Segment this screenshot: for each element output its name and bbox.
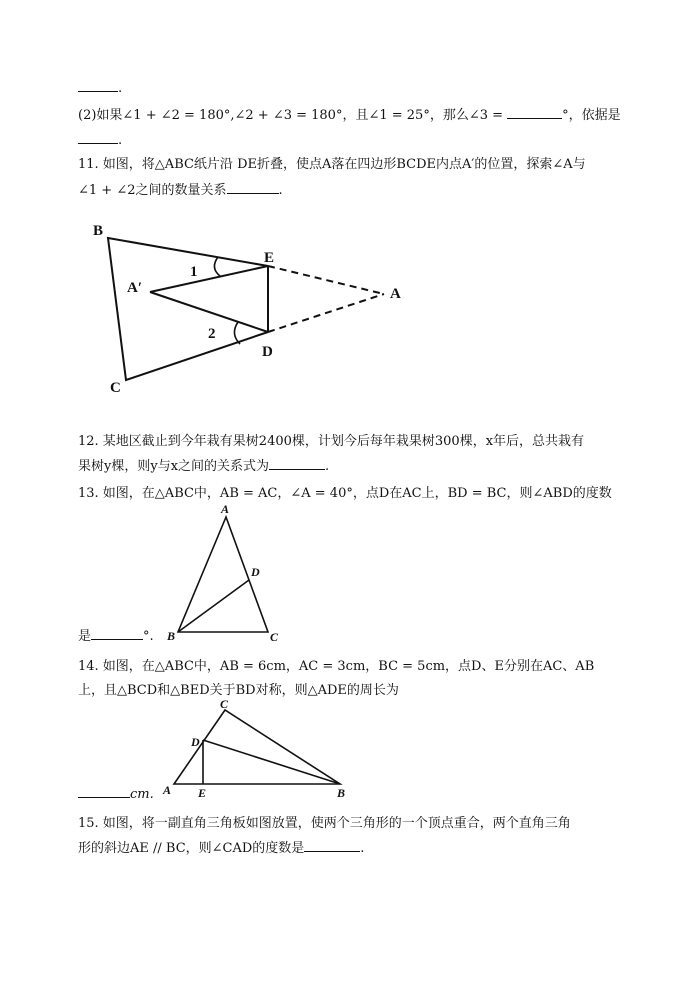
q15-line2: 形的斜边AE // BC，则∠CAD的度数是 . [78, 838, 364, 859]
q14-label-e: E [198, 786, 207, 800]
q12-line1: 12. 某地区截止到今年栽有果树2400棵，计划今后每年栽果树300棵，x年后，总共栽有 [78, 434, 585, 449]
q13-line1: 13. 如图，在△ABC中，AB = AC，∠A = 40°，点D在AC上，BD = BC，则∠ABD的度数 [78, 486, 612, 501]
q11-label-d: D [262, 344, 273, 360]
q14-label-b: B [337, 786, 346, 800]
q11-label-angle2: 2 [208, 326, 216, 342]
q11-triangle-sides [108, 238, 268, 380]
q11-dashed-ea [268, 266, 384, 294]
q14-label-c: C [220, 697, 229, 711]
q11-angle1-arc [214, 257, 220, 276]
q11-label-a: A [390, 286, 401, 302]
q13-line2: 是 °. [78, 626, 154, 647]
q11-label-c: C [110, 380, 121, 396]
answer-blank[interactable] [269, 456, 325, 470]
q13-label-d: D [251, 565, 260, 579]
q12-line2: 果树y棵，则y与x之间的关系式为 . [78, 456, 329, 477]
q14-line1: 14. 如图，在△ABC中，AB = 6cm，AC = 3cm，BC = 5cm，点D、E分别在AC、AB [78, 659, 595, 674]
q14-line2: 上，且△BCD和△BED关于BD对称，则△ADE的周长为 [78, 683, 399, 698]
q13-label-c: C [270, 630, 279, 644]
q11-segment-ea [150, 266, 268, 292]
q11-dashed-da [268, 294, 384, 332]
q11-line2: ∠1 + ∠2之间的数量关系 . [78, 180, 283, 201]
q15-line1: 15. 如图，将一副直角三角板如图放置，使两个三角形的一个顶点重合，两个直角三角 [78, 816, 571, 831]
q13-label-b: B [167, 629, 176, 643]
q11-label-a-prime: A′ [127, 280, 143, 296]
q11-label-angle1: 1 [190, 264, 198, 280]
q14-label-d: D [191, 735, 200, 749]
q11-line1: 11. 如图，将△ABC纸片沿 DE折叠，使点A落在四边形BCDE内点A′的位置，探索∠A与 [78, 157, 586, 172]
answer-blank[interactable] [91, 626, 143, 640]
q10-answer-line: . [78, 78, 122, 99]
q10-part2-reason: . [78, 130, 122, 151]
q13-label-a: A [221, 502, 230, 516]
answer-blank[interactable] [304, 838, 360, 852]
q10-part2: (2)如果∠1 + ∠2 = 180°,∠2 + ∠3 = 180°，且∠1 = 25°，那么∠3 = °，依据是 [78, 105, 621, 126]
q14-label-a: A [163, 783, 172, 797]
q14-segment-bd [203, 740, 340, 784]
q11-figure [108, 238, 384, 380]
answer-blank[interactable] [78, 784, 130, 798]
q11-label-e: E [264, 250, 275, 266]
q11-label-b: B [93, 223, 104, 239]
q14-line3: cm. [78, 784, 154, 805]
